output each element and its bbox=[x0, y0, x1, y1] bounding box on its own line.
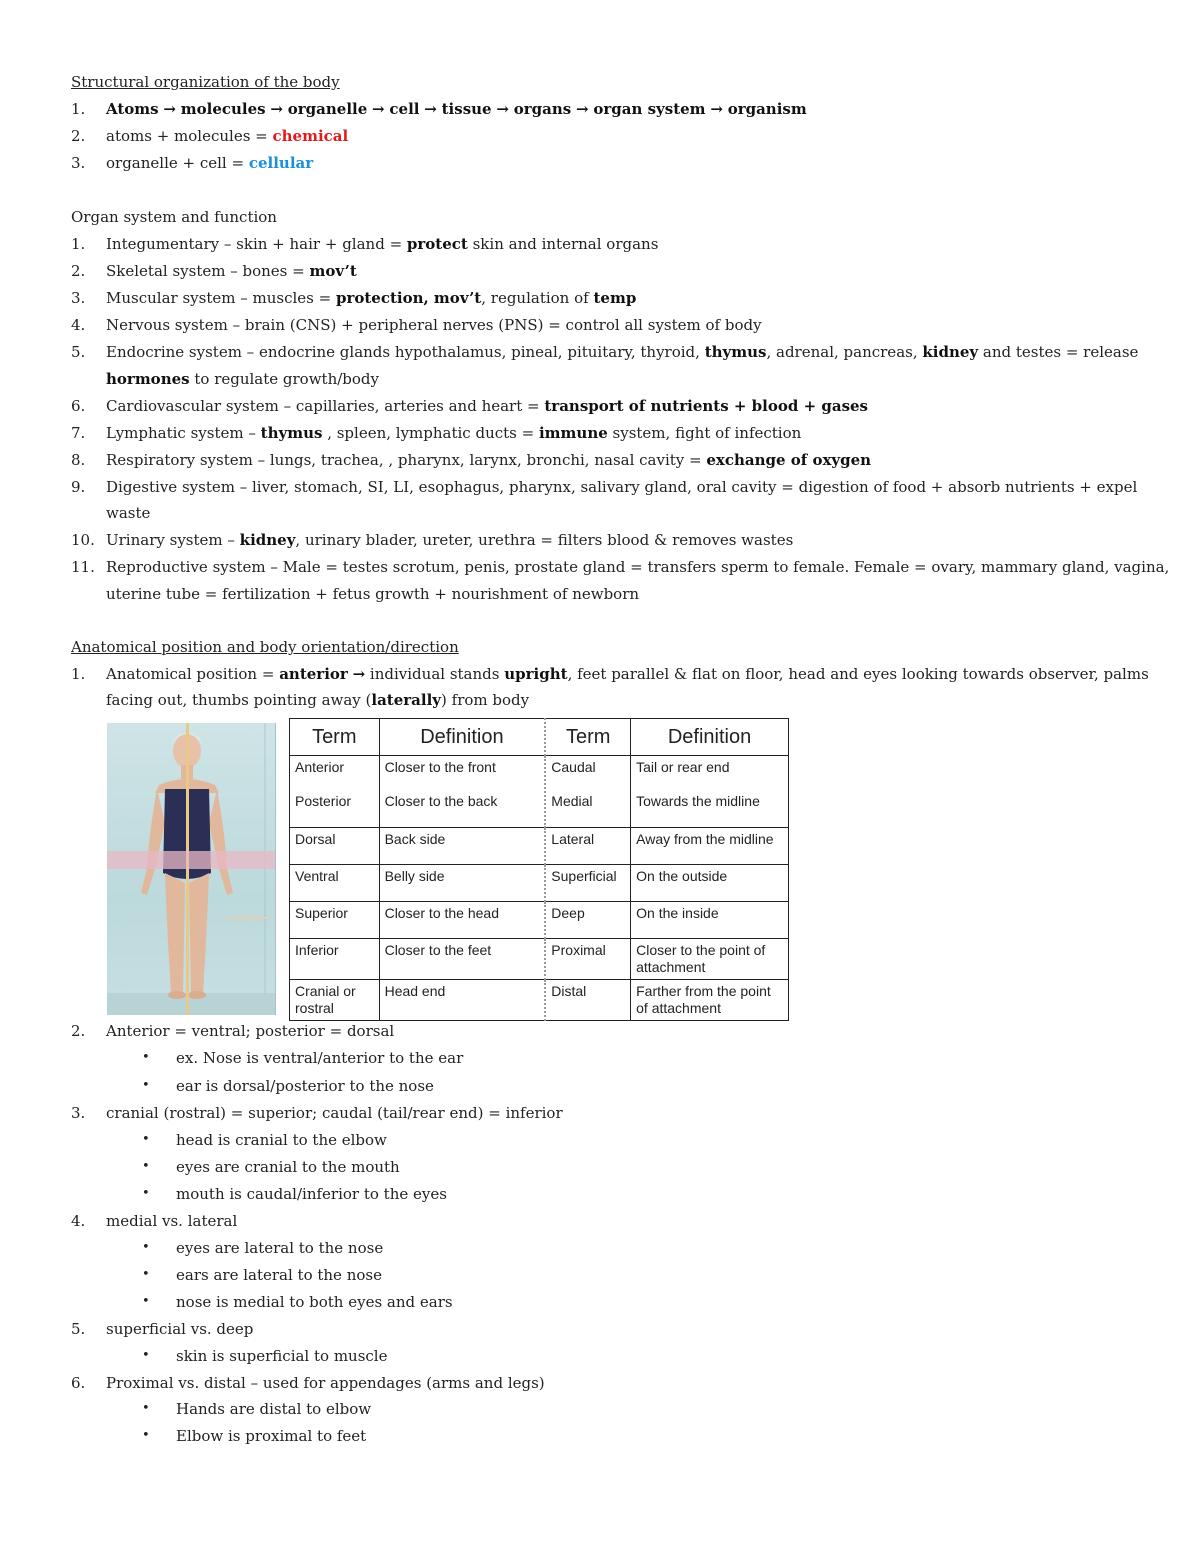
table-cell: Cranial or rostral bbox=[290, 980, 380, 1021]
bullet-item: eyes are cranial to the mouth bbox=[176, 1158, 400, 1176]
list-number: 3. bbox=[71, 1104, 86, 1122]
list-number: 1. bbox=[71, 100, 86, 118]
table-cell: Closer to the feet bbox=[379, 939, 545, 980]
list-number: 5. bbox=[71, 1320, 86, 1338]
list-item: medial vs. lateral bbox=[106, 1212, 238, 1230]
table-header: Definition bbox=[379, 719, 545, 756]
person-standing-icon bbox=[107, 723, 275, 1015]
list-item-integumentary: Integumentary – skin + hair + gland = protect skin and internal organs bbox=[106, 235, 659, 253]
table-header-row bbox=[290, 719, 789, 756]
list-number: 4. bbox=[71, 1212, 86, 1230]
list-item-skeletal: Skeletal system – bones = mov’t bbox=[106, 262, 357, 280]
table-cell: Distal bbox=[545, 980, 630, 1021]
bullet-icon: • bbox=[142, 1401, 150, 1416]
bullet-icon: • bbox=[142, 1132, 150, 1147]
table-cell: Inferior bbox=[290, 939, 380, 980]
bullet-item: Elbow is proximal to feet bbox=[176, 1427, 367, 1445]
list-item: Anterior = ventral; posterior = dorsal bbox=[106, 1022, 395, 1040]
section-heading-anatomical: Anatomical position and body orientation/direction bbox=[71, 638, 459, 656]
bullet-icon: • bbox=[142, 1050, 150, 1065]
table-cell: Belly side bbox=[379, 865, 545, 902]
table-cell: On the outside bbox=[631, 865, 789, 902]
table-row bbox=[290, 939, 789, 980]
list-item: superficial vs. deep bbox=[106, 1320, 254, 1338]
table-cell: Lateral bbox=[545, 828, 630, 865]
table-header: Term bbox=[290, 719, 380, 756]
bullet-item: Hands are distal to elbow bbox=[176, 1400, 372, 1418]
table-cell: Tail or rear end Towards the midline bbox=[631, 756, 789, 828]
list-number: 6. bbox=[71, 397, 86, 415]
bullet-icon: • bbox=[142, 1159, 150, 1174]
list-item-digestive: Digestive system – liver, stomach, SI, LI, esophagus, pharynx, salivary gland, oral cavity = digestion of food + absorb nutrients + expel bbox=[106, 478, 1138, 496]
list-item-digestive-cont: waste bbox=[106, 504, 151, 522]
list-item-endocrine-cont: hormones to regulate growth/body bbox=[106, 370, 380, 388]
list-number: 2. bbox=[71, 127, 86, 145]
list-number: 11. bbox=[71, 558, 95, 576]
list-number: 8. bbox=[71, 451, 86, 469]
list-item-nervous: Nervous system – brain (CNS) + peripheral nerves (PNS) = control all system of body bbox=[106, 316, 762, 334]
list-item-muscular: Muscular system – muscles = protection, mov’t, regulation of temp bbox=[106, 289, 637, 307]
list-number: 5. bbox=[71, 343, 86, 361]
bullet-item: nose is medial to both eyes and ears bbox=[176, 1293, 453, 1311]
bullet-item: ears are lateral to the nose bbox=[176, 1266, 382, 1284]
bullet-icon: • bbox=[142, 1267, 150, 1282]
table-cell: Closer to the head bbox=[379, 902, 545, 939]
list-item: cranial (rostral) = superior; caudal (tail/rear end) = inferior bbox=[106, 1104, 563, 1122]
list-item-anatomical-position: Anatomical position = anterior → individual stands upright, feet parallel & flat on floor, head and eyes looking towards observer, palms bbox=[106, 665, 1149, 683]
table-header: Term bbox=[545, 719, 630, 756]
anatomical-position-figure bbox=[107, 723, 276, 1015]
bullet-icon: • bbox=[142, 1240, 150, 1255]
table-row bbox=[290, 865, 789, 902]
direction-terms-table bbox=[289, 718, 789, 1021]
list-item-lymphatic: Lymphatic system – thymus , spleen, lymphatic ducts = immune system, fight of infection bbox=[106, 424, 802, 442]
list-item-cellular: organelle + cell = cellular bbox=[106, 154, 314, 172]
bullet-icon: • bbox=[142, 1428, 150, 1443]
table-cell: Deep bbox=[545, 902, 630, 939]
table-cell: Dorsal bbox=[290, 828, 380, 865]
table-row bbox=[290, 756, 789, 828]
table-header: Definition bbox=[631, 719, 789, 756]
bullet-item: ear is dorsal/posterior to the nose bbox=[176, 1077, 434, 1095]
bullet-item: mouth is caudal/inferior to the eyes bbox=[176, 1185, 447, 1203]
bullet-item: eyes are lateral to the nose bbox=[176, 1239, 384, 1257]
list-number: 1. bbox=[71, 665, 86, 683]
list-number: 6. bbox=[71, 1374, 86, 1392]
table-cell: Proximal bbox=[545, 939, 630, 980]
table-cell: Head end bbox=[379, 980, 545, 1021]
list-number: 4. bbox=[71, 316, 86, 334]
table-row bbox=[290, 828, 789, 865]
list-item-reproductive: Reproductive system – Male = testes scrotum, penis, prostate gland = transfers sperm to female. Female = ovary, mammary gland, vagina, bbox=[106, 558, 1170, 576]
table-cell: Superficial bbox=[545, 865, 630, 902]
list-number: 1. bbox=[71, 235, 86, 253]
bullet-item: ex. Nose is ventral/anterior to the ear bbox=[176, 1049, 464, 1067]
table-cell: Superior bbox=[290, 902, 380, 939]
list-item-urinary: Urinary system – kidney, urinary blader, ureter, urethra = filters blood & removes wastes bbox=[106, 531, 794, 549]
list-number: 2. bbox=[71, 262, 86, 280]
list-item-chemical: atoms + molecules = chemical bbox=[106, 127, 349, 145]
bullet-icon: • bbox=[142, 1294, 150, 1309]
list-number: 10. bbox=[71, 531, 95, 549]
table-cell: Anterior Posterior bbox=[290, 756, 380, 828]
table-row bbox=[290, 980, 789, 1021]
list-item-anatomical-position-cont: facing out, thumbs pointing away (laterally) from body bbox=[106, 691, 530, 709]
list-item-hierarchy: Atoms → molecules → organelle → cell → tissue → organs → organ system → organism bbox=[106, 100, 807, 118]
table-cell: Caudal Medial bbox=[545, 756, 630, 828]
list-item-cardiovascular: Cardiovascular system – capillaries, arteries and heart = transport of nutrients + blood + gases bbox=[106, 397, 869, 415]
table-cell: Ventral bbox=[290, 865, 380, 902]
list-number: 3. bbox=[71, 289, 86, 307]
list-number: 3. bbox=[71, 154, 86, 172]
bullet-icon: • bbox=[142, 1186, 150, 1201]
table-cell: Closer to the front Closer to the back bbox=[379, 756, 545, 828]
table-cell: Away from the midline bbox=[631, 828, 789, 865]
bullet-icon: • bbox=[142, 1078, 150, 1093]
list-item: Proximal vs. distal – used for appendages (arms and legs) bbox=[106, 1374, 545, 1392]
table-row bbox=[290, 902, 789, 939]
list-item-reproductive-cont: uterine tube = fertilization + fetus growth + nourishment of newborn bbox=[106, 585, 640, 603]
list-number: 9. bbox=[71, 478, 86, 496]
list-number: 2. bbox=[71, 1022, 86, 1040]
table-cell: Closer to the point of attachment bbox=[631, 939, 789, 980]
table-cell: On the inside bbox=[631, 902, 789, 939]
list-item-respiratory: Respiratory system – lungs, trachea, , pharynx, larynx, bronchi, nasal cavity = exchange of oxygen bbox=[106, 451, 872, 469]
table-cell: Back side bbox=[379, 828, 545, 865]
bullet-icon: • bbox=[142, 1348, 150, 1363]
list-number: 7. bbox=[71, 424, 86, 442]
section-heading-organ-system: Organ system and function bbox=[71, 208, 277, 226]
table-cell: Farther from the point of attachment bbox=[631, 980, 789, 1021]
list-item-endocrine: Endocrine system – endocrine glands hypothalamus, pineal, pituitary, thyroid, thymus, adrenal, pancreas, kidney and testes = release bbox=[106, 343, 1139, 361]
bullet-item: head is cranial to the elbow bbox=[176, 1131, 387, 1149]
section-heading-structural: Structural organization of the body bbox=[71, 73, 340, 91]
bullet-item: skin is superficial to muscle bbox=[176, 1347, 388, 1365]
